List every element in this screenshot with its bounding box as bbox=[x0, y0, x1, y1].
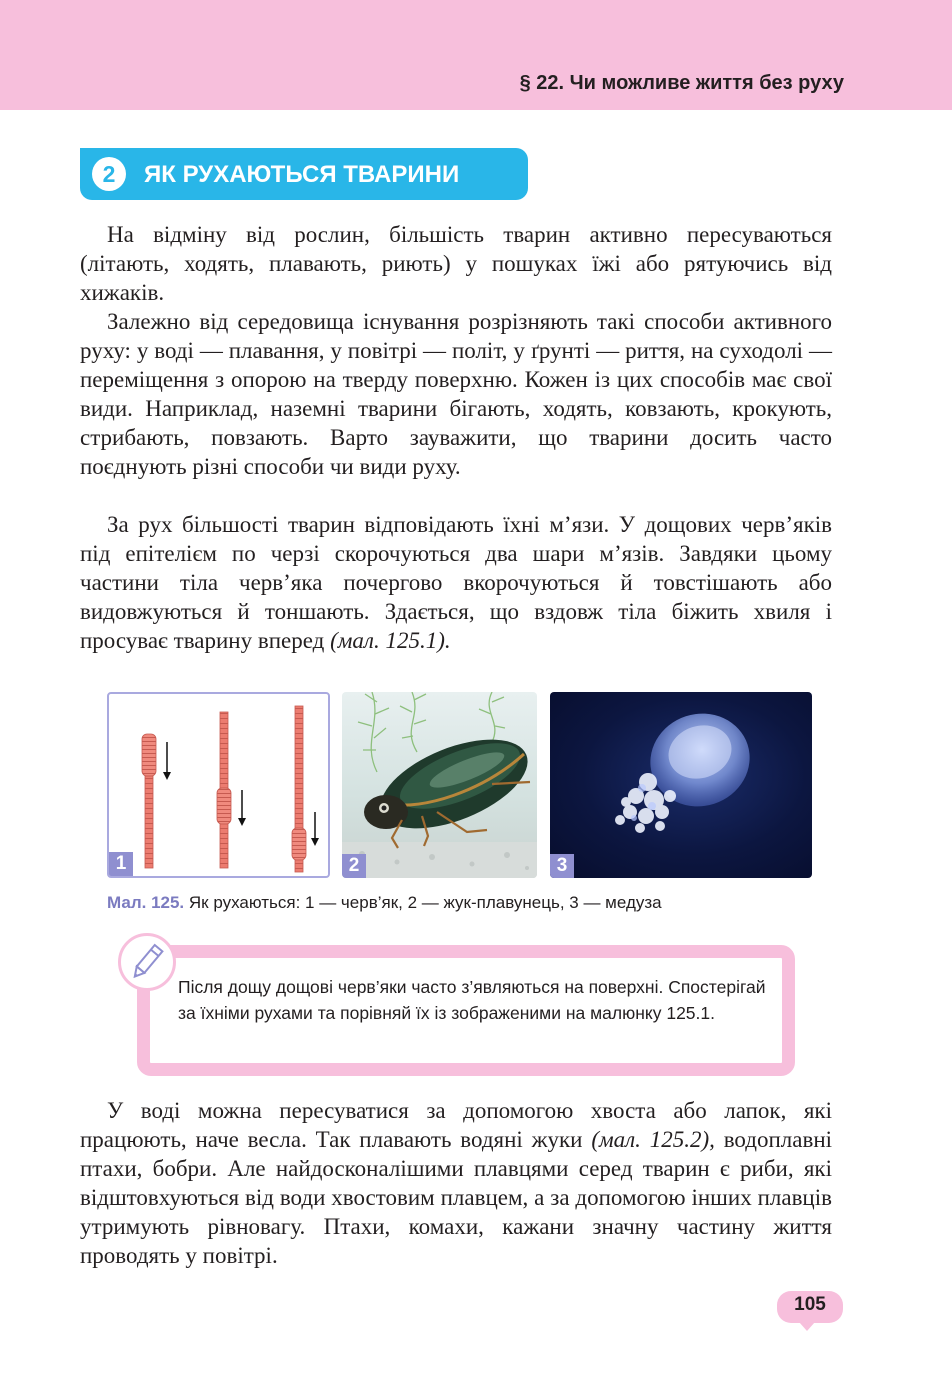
worm-stage-3 bbox=[292, 706, 319, 872]
figure-panel-number: 1 bbox=[109, 852, 133, 876]
paragraph-1 bbox=[80, 220, 832, 307]
worm-stage-2 bbox=[217, 712, 246, 868]
figure-caption-label: Мал. 125. bbox=[107, 893, 185, 912]
figure-panel-beetle bbox=[342, 692, 537, 878]
figure-caption-text: Як рухаються: 1 — черв’як, 2 — жук-плавунець, 3 — медуза bbox=[188, 893, 662, 912]
paragraph-3-text: За рух більшості тварин відповідають їхні м’язи. У дощових черв’яків під епітелієм по черзі скорочуються два шари м’язів. Завдяки цьому частини тіла черв’яка почергово вкорочуються й товстішають або видовжуються й тоншають. Здається, що вздовж тіла біжить хвиля і просуває тварину вперед bbox=[80, 512, 832, 653]
figure-panel-number: 2 bbox=[342, 854, 366, 878]
figure-reference-125-1: (мал. 125.1). bbox=[330, 628, 451, 653]
diving-beetle-image bbox=[342, 692, 537, 878]
paragraph-4-text-start: У воді можна пересуватися за допомогою хвоста або лапок, які працюють, наче весла. Так плавають водяні жуки bbox=[80, 1098, 832, 1152]
pencil-icon bbox=[118, 933, 176, 991]
paragraph-2-text: Залежно від середовища існування розрізняють такі способи активного руху: у воді — плавання, у повітрі — політ, у ґрунті — риття, на суходолі — переміщення з опорою на тверду поверхню. Кожен із цих способів має свої види. Наприклад, наземні тварини бігають, ходять, ковзають, крокують, стрибають, повзають. Варто зауважити, що тварини досить часто поєднують різні способи чи види руху. bbox=[80, 309, 832, 479]
paragraph-4-text-end: водоплавні птахи, бобри. Але найдосконалішими плавцями серед тварин є риби, які відштовхуються від води хвостовим плавцем, а за допомогою інших плавців утримують рівновагу. Птахи, комахи, кажани значну частину життя проводять у повітрі. bbox=[80, 1127, 833, 1268]
section-title: ЯК РУХАЮТЬСЯ ТВАРИНИ bbox=[144, 161, 460, 188]
figure-caption bbox=[107, 893, 662, 913]
paragraph-3 bbox=[80, 510, 832, 655]
figure-panel-jellyfish bbox=[550, 692, 812, 878]
paragraph-2 bbox=[80, 307, 832, 481]
figure-reference-125-2: (мал. 125.2), bbox=[591, 1127, 715, 1152]
worm-stage-1 bbox=[142, 734, 171, 868]
paragraph-1-text: На відміну від рослин, більшість тварин активно пересуваються (літають, ходять, плавають, риють) у пошуках їжі або рятуючись від хижаків. bbox=[80, 222, 832, 305]
paragraph-4 bbox=[80, 1096, 832, 1270]
page-number: 105 bbox=[794, 1294, 826, 1315]
running-title: § 22. Чи можливе життя без руху bbox=[519, 72, 844, 94]
section-heading bbox=[80, 148, 528, 200]
figure-panel-worm bbox=[107, 692, 330, 878]
jellyfish-image bbox=[550, 692, 812, 878]
figure-panel-number: 3 bbox=[550, 854, 574, 878]
page-number-badge-tail bbox=[799, 1322, 815, 1331]
worm-diagram bbox=[109, 694, 328, 876]
section-number: 2 bbox=[92, 157, 126, 191]
observation-note-text: Після дощу дощові черв’яки часто з’являються на поверхні. Спостерігай за їхніми рухами та порівняй їх із зображеними на малюнку 125.1. bbox=[178, 977, 766, 1023]
